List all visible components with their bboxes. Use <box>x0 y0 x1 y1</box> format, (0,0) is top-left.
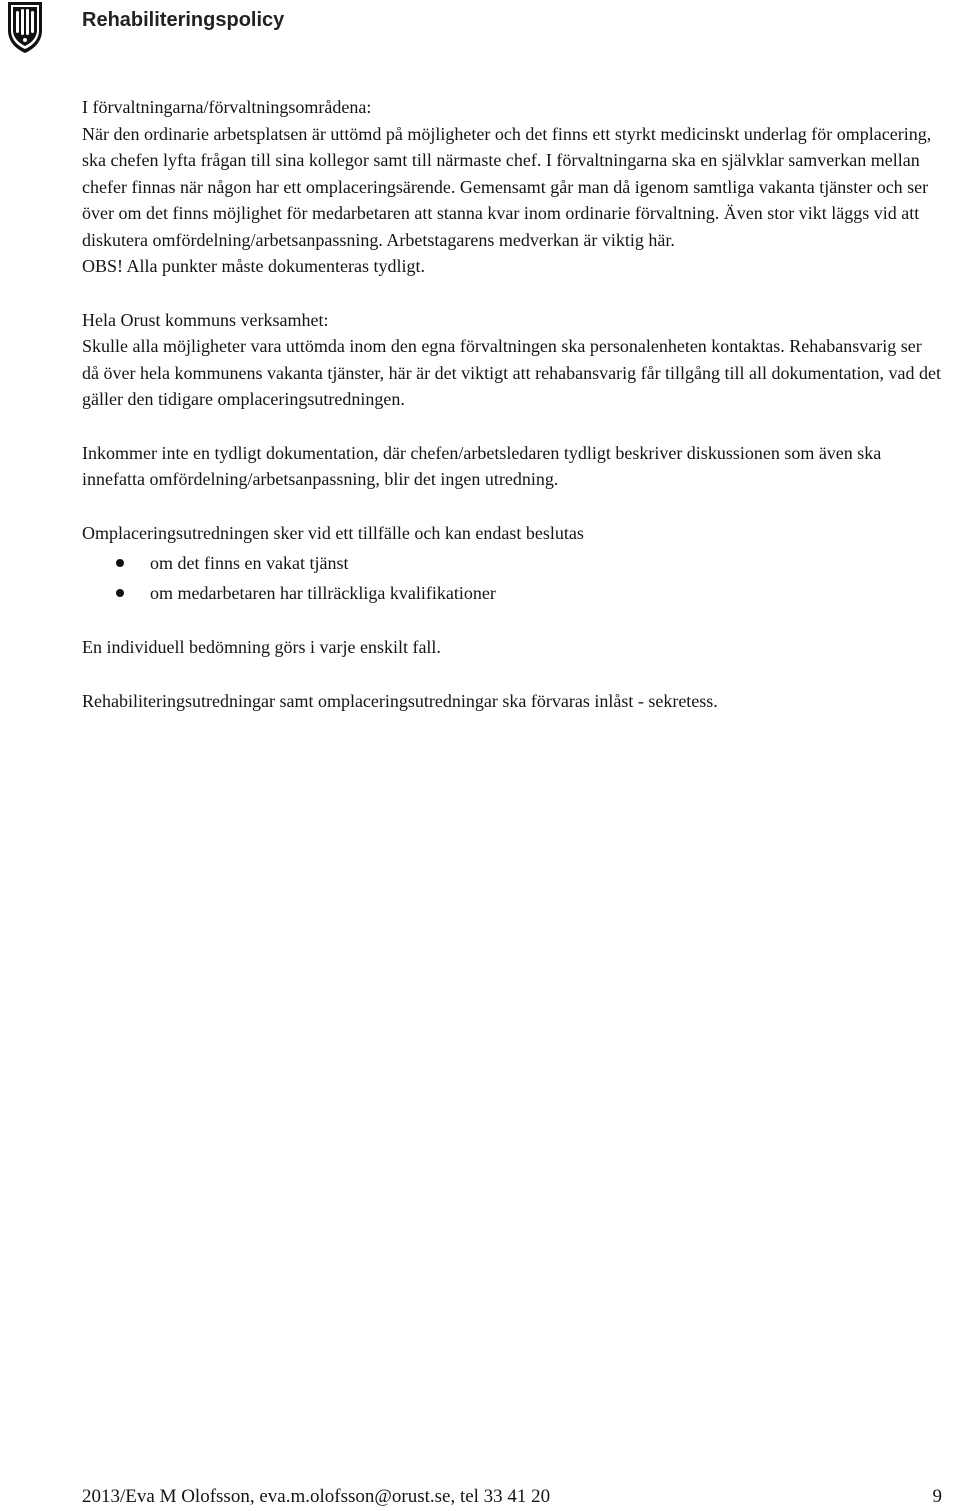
section-paragraph: Inkommer inte en tydligt dokumentation, där chefen/arbetsledaren tydligt beskriver diskussionen som även ska innefatta omfördelning/arbetsanpassning, blir det ingen utredning. <box>82 442 882 489</box>
section-heading: Hela Orust kommuns verksamhet: <box>82 309 329 330</box>
list-item: om medarbetaren har tillräckliga kvalifikationer <box>82 578 942 608</box>
page-footer <box>82 1486 942 1508</box>
coat-of-arms-logo <box>6 0 44 54</box>
section-dokumentation <box>82 440 942 493</box>
section-hela-kommunen <box>82 307 942 413</box>
section-intro: Omplaceringsutredningen sker vid ett tillfälle och kan endast beslutas <box>82 522 584 543</box>
page-header <box>6 0 44 56</box>
document-body <box>82 94 942 741</box>
section-note: OBS! Alla punkter måste dokumenteras tydligt. <box>82 256 425 276</box>
page-number: 9 <box>932 1486 942 1507</box>
section-bedomning <box>82 634 942 661</box>
criteria-list <box>82 548 942 608</box>
section-paragraph: Rehabiliteringsutredningar samt omplaceringsutredningar ska förvaras inlåst - sekretess. <box>82 690 718 711</box>
footer-contact: 2013/Eva M Olofsson, eva.m.olofsson@orust.se, tel 33 41 20 <box>82 1486 551 1507</box>
list-item: om det finns en vakat tjänst <box>82 548 942 578</box>
section-omplacering <box>82 520 942 609</box>
section-sekretess <box>82 688 942 715</box>
section-forvaltningar <box>82 94 942 280</box>
document-title: Rehabiliteringspolicy <box>82 9 285 31</box>
section-paragraph: När den ordinarie arbetsplatsen är uttömd på möjligheter och det finns ett styrkt medicinskt underlag för omplacering, ska chefen lyfta frågan till sina kollegor samt till närmaste chef. I förvaltningarna ska en självklar samverkan mellan chefer finnas när någon har ett omplaceringsärende. Gemensamt går man då igenom samtliga vakanta tjänster och ser över om det finns möjlighet för medarbetaren att stanna kvar inom ordinarie förvaltning. Även stor vikt läggs vid att diskutera omfördelning/arbetsanpassning. Arbetstagarens medverkan är viktig här. <box>82 123 932 250</box>
section-heading: I förvaltningarna/förvaltningsområdena: <box>82 97 372 117</box>
section-paragraph: Skulle alla möjligheter vara uttömda inom den egna förvaltningen ska personalenheten kontaktas. Rehabansvarig ser då över hela kommunens vakanta tjänster, här är det viktigt att rehabansvarig får tillgång till all dokumentation, vad det gäller den tidigare omplaceringsutredningen. <box>82 336 942 409</box>
section-paragraph: En individuell bedömning görs i varje enskilt fall. <box>82 637 441 657</box>
